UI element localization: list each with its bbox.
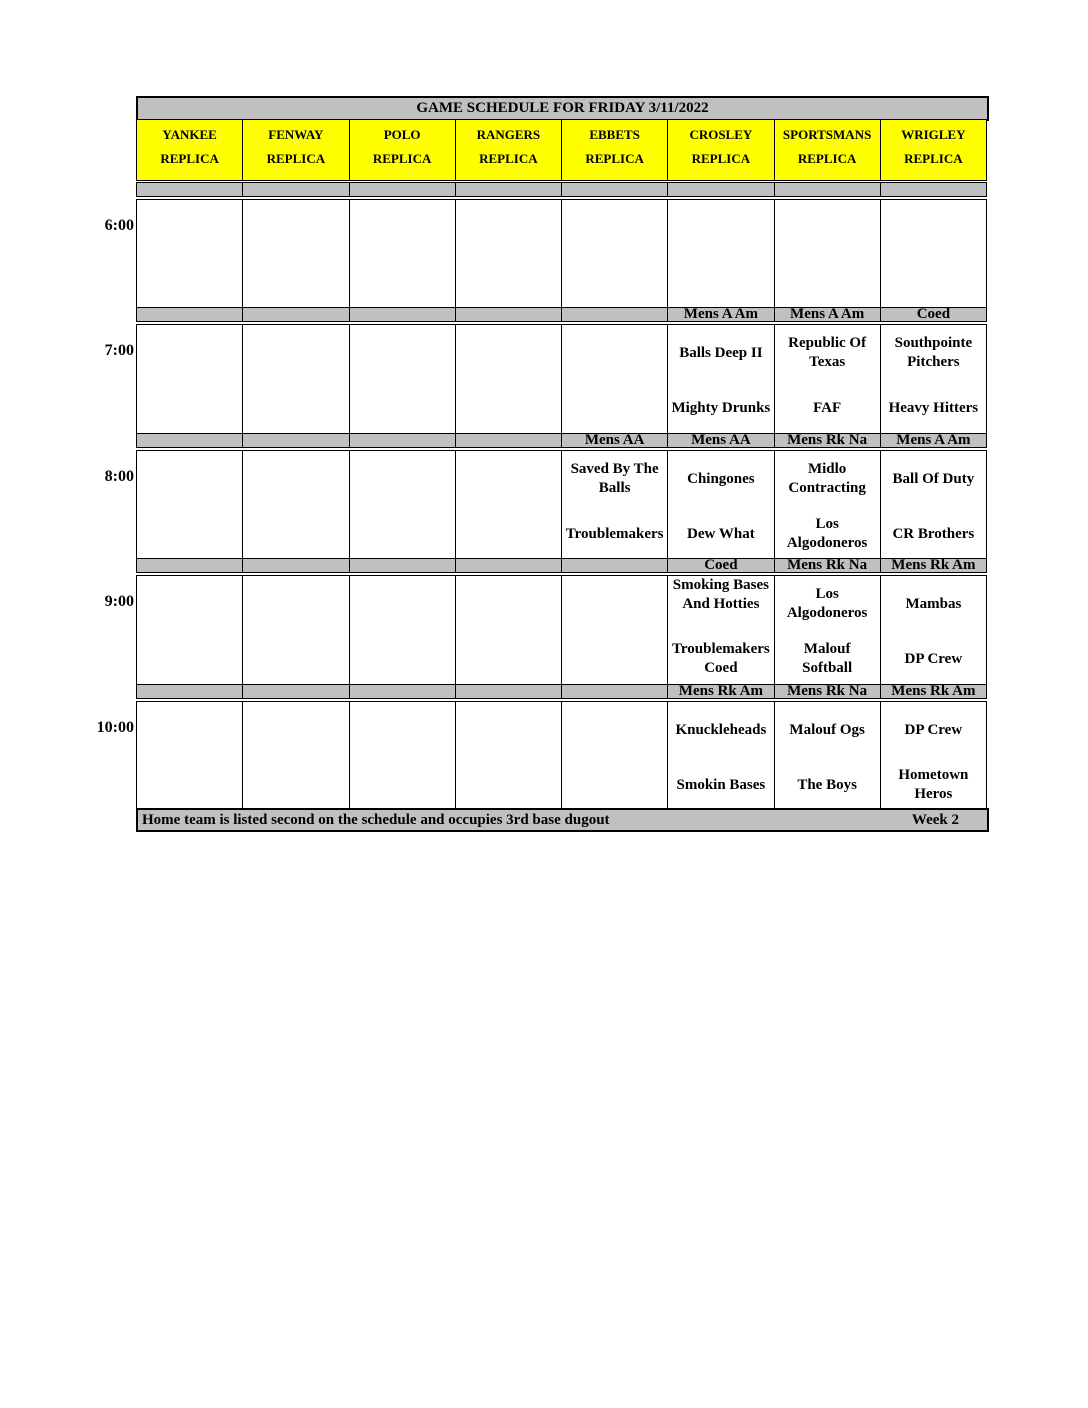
away-team: Smoking Bases And Hotties bbox=[672, 576, 770, 612]
game-cell bbox=[561, 575, 668, 685]
game-cell bbox=[774, 324, 881, 434]
home-team: Mighty Drunks bbox=[671, 399, 771, 416]
away-team: Chingones bbox=[687, 470, 755, 487]
field-subtitle: REPLICA bbox=[266, 151, 326, 166]
field-subtitle: REPLICA bbox=[585, 151, 644, 166]
division-bar: Coed bbox=[667, 558, 774, 573]
time-label: 6:00 bbox=[104, 217, 134, 234]
division-bar bbox=[136, 558, 243, 573]
game-cell bbox=[774, 199, 881, 309]
away-team: Saved By The Balls bbox=[570, 461, 659, 496]
field-name: SPORTSMANS bbox=[782, 127, 872, 142]
game-cell bbox=[136, 701, 243, 811]
game-cell bbox=[136, 450, 243, 560]
division-bar: Coed bbox=[880, 307, 987, 322]
away-team: Republic Of Texas bbox=[788, 335, 867, 370]
game-cell bbox=[242, 450, 349, 560]
division-bar: Mens Rk Na bbox=[774, 433, 881, 448]
division-bar bbox=[561, 307, 668, 322]
field-name: RANGERS bbox=[476, 127, 541, 142]
game-cell bbox=[455, 199, 562, 309]
home-team: FAF bbox=[813, 399, 842, 416]
division-bar bbox=[136, 433, 243, 448]
game-cell bbox=[349, 199, 456, 309]
division-bar: Mens A Am bbox=[774, 307, 881, 322]
game-cell bbox=[774, 450, 881, 560]
division-bar bbox=[242, 684, 349, 699]
division-bar bbox=[349, 558, 456, 573]
division-bar: Mens Rk Am bbox=[667, 684, 774, 699]
division-bar: Mens Rk Na bbox=[774, 684, 881, 699]
field-header bbox=[242, 119, 349, 181]
game-cell bbox=[667, 575, 774, 685]
away-team: Midlo Contracting bbox=[788, 461, 866, 496]
home-team-note: Home team is listed second on the schedule and occupies 3rd base dugout bbox=[142, 812, 610, 828]
game-cell bbox=[880, 575, 987, 685]
home-team: Los Algodoneros bbox=[786, 516, 868, 551]
field-header bbox=[880, 119, 987, 181]
field-header bbox=[561, 119, 668, 181]
home-team: Hometown Heros bbox=[898, 767, 969, 802]
division-bar bbox=[349, 182, 456, 197]
division-bar bbox=[455, 684, 562, 699]
game-cell bbox=[242, 575, 349, 685]
game-cell bbox=[242, 324, 349, 434]
game-cell bbox=[561, 199, 668, 309]
field-header bbox=[667, 119, 774, 181]
division-bar bbox=[242, 307, 349, 322]
division-bar bbox=[561, 558, 668, 573]
away-team: Balls Deep II bbox=[679, 344, 763, 361]
field-subtitle: REPLICA bbox=[479, 151, 538, 166]
home-team: Smokin Bases bbox=[676, 776, 766, 793]
game-cell bbox=[880, 324, 987, 434]
division-bar bbox=[349, 433, 456, 448]
division-bar bbox=[455, 558, 562, 573]
game-cell bbox=[667, 450, 774, 560]
game-cell bbox=[774, 575, 881, 685]
game-cell bbox=[242, 701, 349, 811]
game-cell bbox=[880, 701, 987, 811]
home-team: Dew What bbox=[687, 525, 755, 542]
game-cell bbox=[349, 450, 456, 560]
time-label: 7:00 bbox=[104, 342, 134, 359]
away-team: DP Crew bbox=[904, 721, 963, 738]
division-bar bbox=[455, 182, 562, 197]
division-bar: Mens A Am bbox=[880, 433, 987, 448]
field-name: EBBETS bbox=[589, 127, 640, 142]
game-cell bbox=[774, 701, 881, 811]
away-team: Knuckleheads bbox=[675, 721, 767, 738]
division-bar bbox=[242, 433, 349, 448]
game-cell bbox=[136, 324, 243, 434]
game-cell bbox=[349, 701, 456, 811]
field-subtitle: REPLICA bbox=[797, 151, 857, 166]
time-label: 10:00 bbox=[96, 719, 134, 736]
game-cell bbox=[455, 701, 562, 811]
away-team: Malouf Ogs bbox=[789, 721, 865, 738]
field-header bbox=[774, 119, 881, 181]
home-team: The Boys bbox=[797, 776, 857, 793]
away-team: Southpointe Pitchers bbox=[894, 335, 973, 370]
field-name: POLO bbox=[383, 127, 421, 142]
field-subtitle: REPLICA bbox=[372, 151, 432, 166]
game-cell bbox=[349, 575, 456, 685]
game-cell bbox=[136, 199, 243, 309]
division-bar bbox=[455, 307, 562, 322]
division-bar bbox=[136, 182, 243, 197]
game-cell bbox=[880, 199, 987, 309]
field-name: YANKEE bbox=[162, 127, 217, 142]
division-bar bbox=[561, 684, 668, 699]
field-name: FENWAY bbox=[268, 127, 324, 142]
division-bar: Mens Rk Am bbox=[880, 684, 987, 699]
division-bar bbox=[349, 307, 456, 322]
field-header bbox=[455, 119, 562, 181]
game-cell bbox=[455, 450, 562, 560]
field-subtitle: REPLICA bbox=[904, 151, 963, 166]
game-cell bbox=[455, 324, 562, 434]
field-header bbox=[349, 119, 456, 181]
game-cell bbox=[561, 324, 668, 434]
division-bar: Mens A Am bbox=[667, 307, 774, 322]
division-bar bbox=[774, 182, 881, 197]
schedule-footer bbox=[136, 808, 989, 832]
field-subtitle: REPLICA bbox=[691, 151, 751, 166]
home-team: Heavy Hitters bbox=[888, 399, 979, 416]
game-cell bbox=[561, 701, 668, 811]
division-bar bbox=[455, 433, 562, 448]
division-bar bbox=[667, 182, 774, 197]
game-cell bbox=[242, 199, 349, 309]
home-team: Troublemakers bbox=[565, 525, 664, 542]
game-cell bbox=[667, 199, 774, 309]
division-bar: Mens AA bbox=[667, 433, 774, 448]
division-bar: Mens Rk Am bbox=[880, 558, 987, 573]
field-name: WRIGLEY bbox=[901, 127, 966, 142]
field-subtitle: REPLICA bbox=[160, 151, 219, 166]
away-team: Ball Of Duty bbox=[892, 470, 975, 487]
field-name: CROSLEY bbox=[689, 127, 753, 142]
game-cell bbox=[667, 324, 774, 434]
home-team: Troublemakers Coed bbox=[671, 641, 770, 676]
time-label: 9:00 bbox=[104, 593, 134, 610]
game-cell bbox=[136, 575, 243, 685]
division-bar: Mens Rk Na bbox=[774, 558, 881, 573]
division-bar bbox=[349, 684, 456, 699]
time-label: 8:00 bbox=[104, 468, 134, 485]
week-label: Week 2 bbox=[911, 812, 959, 828]
division-bar bbox=[880, 182, 987, 197]
division-bar bbox=[242, 182, 349, 197]
field-header bbox=[136, 119, 243, 181]
division-bar: Mens AA bbox=[561, 433, 668, 448]
home-team: Malouf Softball bbox=[802, 641, 853, 676]
schedule-title: GAME SCHEDULE FOR FRIDAY 3/11/2022 bbox=[136, 96, 989, 121]
game-cell bbox=[880, 450, 987, 560]
home-team: CR Brothers bbox=[892, 525, 975, 542]
game-cell bbox=[561, 450, 668, 560]
division-bar bbox=[561, 182, 668, 197]
division-bar bbox=[242, 558, 349, 573]
division-bar bbox=[136, 684, 243, 699]
game-cell bbox=[349, 324, 456, 434]
division-bar bbox=[136, 307, 243, 322]
game-cell bbox=[455, 575, 562, 685]
away-team: Los Algodoneros bbox=[786, 586, 868, 621]
away-team: Mambas bbox=[905, 595, 962, 612]
home-team: DP Crew bbox=[904, 650, 963, 667]
game-cell bbox=[667, 701, 774, 811]
